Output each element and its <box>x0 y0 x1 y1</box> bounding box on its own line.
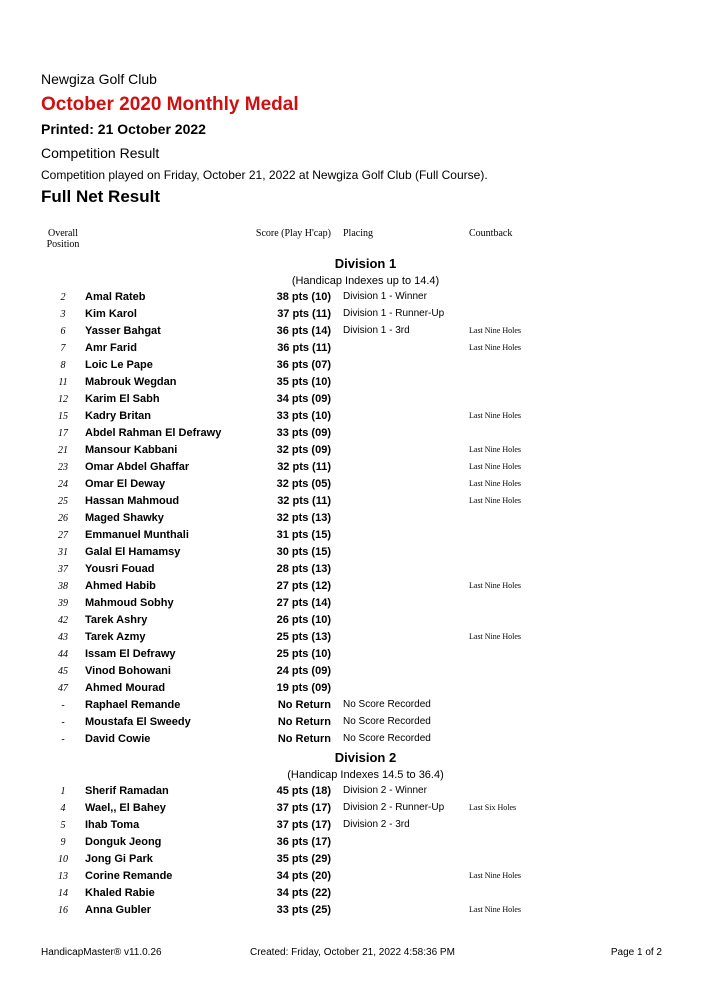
overall-position: 44 <box>58 649 68 660</box>
result-row <box>0 493 707 510</box>
score: 37 pts (17) <box>276 819 331 831</box>
score: 25 pts (10) <box>276 648 331 660</box>
score: 26 pts (10) <box>276 614 331 626</box>
score: 19 pts (09) <box>276 682 331 694</box>
overall-position: 6 <box>60 326 66 337</box>
score: 27 pts (14) <box>276 597 331 609</box>
result-row <box>0 595 707 612</box>
player-name: Maged Shawky <box>85 512 164 524</box>
score: 24 pts (09) <box>276 665 331 677</box>
result-row <box>0 731 707 748</box>
score: 36 pts (14) <box>276 325 331 337</box>
overall-position: 3 <box>60 309 66 320</box>
overall-position: 43 <box>58 632 68 643</box>
overall-position: 42 <box>58 615 68 626</box>
score: 37 pts (11) <box>277 308 331 320</box>
score: 34 pts (09) <box>276 393 331 405</box>
score: 31 pts (15) <box>276 529 331 541</box>
result-row <box>0 323 707 340</box>
score: 35 pts (10) <box>276 376 331 388</box>
player-name: Mabrouk Wegdan <box>85 376 177 388</box>
score: 35 pts (29) <box>276 853 331 865</box>
overall-position: 24 <box>58 479 68 490</box>
result-row <box>0 612 707 629</box>
placing: Division 2 - 3rd <box>343 819 410 830</box>
result-row <box>0 510 707 527</box>
played-on-text: Competition played on Friday, October 21, 2022 at Newgiza Golf Club (Full Course). <box>41 168 488 182</box>
player-name: Omar El Deway <box>85 478 166 490</box>
results-table <box>0 254 707 919</box>
column-header-countback: Countback <box>469 228 513 239</box>
overall-position: 13 <box>58 871 68 882</box>
result-row <box>0 306 707 323</box>
overall-position: 15 <box>58 411 68 422</box>
player-name: Khaled Rabie <box>85 887 155 899</box>
score: 36 pts (17) <box>276 836 331 848</box>
player-name: Amr Farid <box>85 342 137 354</box>
result-row <box>0 459 707 476</box>
score: 32 pts (11) <box>277 495 331 507</box>
player-name: Hassan Mahmoud <box>85 495 180 507</box>
overall-position: 21 <box>58 445 68 456</box>
overall-position: 9 <box>60 837 66 848</box>
result-row <box>0 851 707 868</box>
placing: Division 1 - Runner-Up <box>343 308 445 319</box>
division-title: Division 2 <box>334 750 397 765</box>
result-row <box>0 800 707 817</box>
player-name: Amal Rateb <box>85 291 146 303</box>
score: No Return <box>277 733 331 745</box>
column-header-position-label: Overall Position <box>46 228 80 250</box>
score: 30 pts (15) <box>276 546 331 558</box>
result-row <box>0 680 707 697</box>
result-row <box>0 476 707 493</box>
overall-position: 1 <box>60 786 66 797</box>
footer-created: Created: Friday, October 21, 2022 4:58:36 PM <box>250 947 455 958</box>
placing: No Score Recorded <box>343 699 431 710</box>
result-row <box>0 783 707 800</box>
score: 27 pts (12) <box>276 580 331 592</box>
result-row <box>0 408 707 425</box>
player-name: Moustafa El Sweedy <box>85 716 191 728</box>
countback: Last Nine Holes <box>469 871 521 880</box>
result-row <box>0 289 707 306</box>
countback: Last Nine Holes <box>469 479 521 488</box>
division-section <box>0 254 707 748</box>
overall-position: 45 <box>58 666 68 677</box>
score: 25 pts (13) <box>276 631 331 643</box>
score: 32 pts (11) <box>277 461 331 473</box>
overall-position: 8 <box>60 360 66 371</box>
column-header-placing: Placing <box>343 228 373 239</box>
overall-position: 17 <box>58 428 68 439</box>
score: 45 pts (18) <box>276 785 331 797</box>
score: 34 pts (22) <box>276 887 331 899</box>
player-name: Ahmed Mourad <box>85 682 166 694</box>
countback: Last Nine Holes <box>469 445 521 454</box>
placing: Division 1 - Winner <box>343 291 427 302</box>
overall-position: 23 <box>58 462 68 473</box>
result-row <box>0 374 707 391</box>
overall-position: 14 <box>58 888 68 899</box>
overall-position: 26 <box>58 513 68 524</box>
club-name: Newgiza Golf Club <box>41 71 157 87</box>
countback: Last Nine Holes <box>469 496 521 505</box>
result-row <box>0 714 707 731</box>
score: No Return <box>277 699 331 711</box>
score: 33 pts (10) <box>276 410 331 422</box>
result-row <box>0 561 707 578</box>
overall-position: - <box>61 734 65 745</box>
result-row <box>0 646 707 663</box>
result-row <box>0 425 707 442</box>
countback: Last Nine Holes <box>469 343 521 352</box>
overall-position: 7 <box>60 343 66 354</box>
column-header-score: Score (Play H'cap) <box>255 228 331 239</box>
result-row <box>0 885 707 902</box>
placing: Division 2 - Winner <box>343 785 427 796</box>
score: 28 pts (13) <box>276 563 331 575</box>
overall-position: - <box>61 717 65 728</box>
player-name: Issam El Defrawy <box>85 648 176 660</box>
score: 32 pts (13) <box>276 512 331 524</box>
footer-software: HandicapMaster® v11.0.26 <box>41 947 162 958</box>
score: 33 pts (25) <box>276 904 331 916</box>
section-title: Full Net Result <box>41 187 161 206</box>
result-row <box>0 902 707 919</box>
player-name: Mahmoud Sobhy <box>85 597 174 609</box>
player-name: Omar Abdel Ghaffar <box>85 461 190 473</box>
overall-position: 5 <box>60 820 66 831</box>
score: No Return <box>277 716 331 728</box>
player-name: Wael,, El Bahey <box>85 802 166 814</box>
player-name: Kim Karol <box>85 308 137 320</box>
overall-position: 2 <box>60 292 66 303</box>
printed-date: Printed: 21 October 2022 <box>41 121 206 137</box>
countback: Last Six Holes <box>469 803 517 812</box>
player-name: Donguk Jeong <box>85 836 162 848</box>
overall-position: - <box>61 700 65 711</box>
result-row <box>0 834 707 851</box>
player-name: Vinod Bohowani <box>85 665 171 677</box>
overall-position: 37 <box>58 564 68 575</box>
score: 38 pts (10) <box>276 291 331 303</box>
competition-result-heading: Competition Result <box>41 145 160 161</box>
countback: Last Nine Holes <box>469 326 521 335</box>
score: 37 pts (17) <box>276 802 331 814</box>
result-row <box>0 868 707 885</box>
player-name: Sherif Ramadan <box>85 785 169 797</box>
player-name: Corine Remande <box>85 870 173 882</box>
player-name: Mansour Kabbani <box>85 444 178 456</box>
competition-title: October 2020 Monthly Medal <box>41 94 299 115</box>
countback: Last Nine Holes <box>469 905 521 914</box>
score: 36 pts (11) <box>277 342 331 354</box>
result-row <box>0 544 707 561</box>
player-name: Karim El Sabh <box>85 393 160 405</box>
countback: Last Nine Holes <box>469 411 521 420</box>
player-name: Galal El Hamamsy <box>85 546 181 558</box>
player-name: Jong Gi Park <box>85 853 153 865</box>
score: 32 pts (05) <box>276 478 331 490</box>
result-row <box>0 442 707 459</box>
overall-position: 25 <box>58 496 68 507</box>
division-title: Division 1 <box>334 256 397 271</box>
division-section <box>0 748 707 919</box>
overall-position: 4 <box>60 803 66 814</box>
player-name: Raphael Remande <box>85 699 181 711</box>
player-name: Kadry Britan <box>85 410 152 422</box>
overall-position: 10 <box>58 854 68 865</box>
placing: Division 2 - Runner-Up <box>343 802 445 813</box>
overall-position: 16 <box>58 905 68 916</box>
player-name: Anna Gubler <box>85 904 152 916</box>
result-row <box>0 817 707 834</box>
overall-position: 47 <box>58 683 68 694</box>
result-row <box>0 629 707 646</box>
overall-position: 38 <box>58 581 68 592</box>
result-row <box>0 663 707 680</box>
player-name: Emmanuel Munthali <box>85 529 189 541</box>
player-name: David Cowie <box>85 733 151 745</box>
overall-position: 27 <box>58 530 68 541</box>
player-name: Yousri Fouad <box>85 563 155 575</box>
score: 33 pts (09) <box>276 427 331 439</box>
overall-position: 31 <box>58 547 68 558</box>
overall-position: 11 <box>58 377 68 388</box>
overall-position: 39 <box>58 598 68 609</box>
score: 32 pts (09) <box>276 444 331 456</box>
result-row <box>0 340 707 357</box>
result-row <box>0 357 707 374</box>
division-subtitle: (Handicap Indexes 14.5 to 36.4) <box>287 769 444 781</box>
overall-position: 12 <box>58 394 68 405</box>
countback: Last Nine Holes <box>469 462 521 471</box>
column-header-position <box>41 228 85 250</box>
placing: No Score Recorded <box>343 733 431 744</box>
result-row <box>0 391 707 408</box>
placing: No Score Recorded <box>343 716 431 727</box>
footer-page: Page 1 of 2 <box>610 947 662 958</box>
result-row <box>0 578 707 595</box>
player-name: Ahmed Habib <box>85 580 156 592</box>
countback: Last Nine Holes <box>469 581 521 590</box>
result-row <box>0 527 707 544</box>
placing: Division 1 - 3rd <box>343 325 410 336</box>
player-name: Tarek Azmy <box>85 631 146 643</box>
countback: Last Nine Holes <box>469 632 521 641</box>
player-name: Ihab Toma <box>85 819 140 831</box>
score: 34 pts (20) <box>276 870 331 882</box>
player-name: Loic Le Pape <box>85 359 153 371</box>
score: 36 pts (07) <box>276 359 331 371</box>
player-name: Yasser Bahgat <box>85 325 161 337</box>
player-name: Abdel Rahman El Defrawy <box>85 427 222 439</box>
division-subtitle: (Handicap Indexes up to 14.4) <box>291 275 440 287</box>
result-row <box>0 697 707 714</box>
player-name: Tarek Ashry <box>85 614 148 626</box>
